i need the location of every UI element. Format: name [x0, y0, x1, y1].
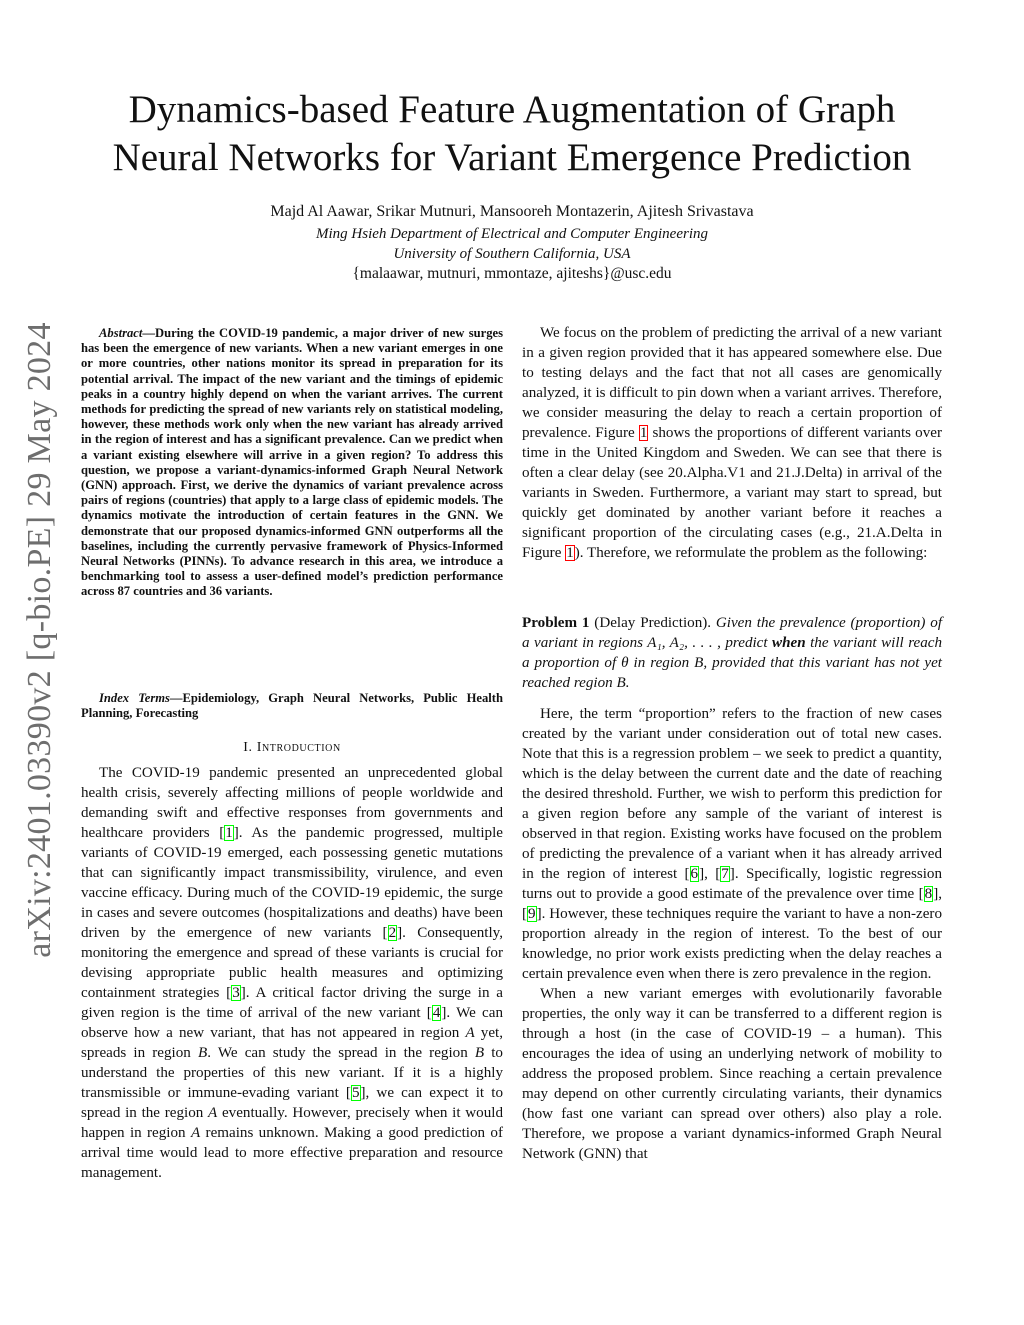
citation-link[interactable]: 7	[721, 866, 729, 882]
citation-link[interactable]: 1	[225, 825, 233, 841]
index-terms-text: —Epidemiology, Graph Neural Networks, Public Health Planning, Forecasting	[81, 691, 503, 721]
figure-link[interactable]: 1	[639, 425, 648, 441]
authors: Majd Al Aawar, Srikar Mutnuri, Mansooreh Montazerin, Ajitesh Srivastava	[270, 203, 754, 220]
right-paragraph-1: We focus on the problem of predicting the arrival of a new variant in a given region provided that it has appeared somewhere else. Due to testing delays and the fact that not all cases are genomically analyzed, it is difficult to pin down when a variant arrives. Therefore, we consider measuring the delay to reach a certain proportion of prevalence. Figure 1 shows the proportions of different variants over time in the United Kingdom and Sweden. We can see that there is often a clear delay (see 20.Alpha.V1 and 21.J.Delta) in arrival of the variants in Sweden. Furthermore, a variant may start to spread, but quickly get dominated by another variant before it reaches a significant proportion of the circulating cases (e.g., 21.A.Delta in Figure 1). Therefore, we reformulate the problem as the following:	[522, 325, 942, 561]
citation-link[interactable]: 6	[690, 866, 699, 882]
paper-title	[60, 86, 964, 182]
index-terms-label: Index Terms	[99, 691, 170, 705]
citation-link[interactable]: 9	[528, 906, 536, 922]
title-line-1: Dynamics-based Feature Augmentation of Graph	[128, 88, 896, 131]
abstract-label: Abstract	[99, 326, 143, 340]
abstract-text: —During the COVID-19 pandemic, a major driver of new surges has been the emergence of new variants. When a new variant emerges in one or more countries, other nations monitor its spread in preparation for its potential arrival. The impact of the new variant and the timings of epidemic peaks in a country highly depend on when the variant arrives. The current methods for predicting the spread of new variants rely on statistical modeling, however, these methods work only when the new variant has already arrived in the region of interest and has a significant prevalence. Can we predict when a variant existing elsewhere will arrive in a given region? To address this question, we propose a variant-dynamics-informed Graph Neural Network (GNN) approach. First, we derive the dynamics of variant prevalence across pairs of regions (countries) that apply to a large class of epidemic models. The dynamics motivate the introduction of certain features in the GNN. We demonstrate that our proposed dynamics-informed GNN outperforms all the baselines, including the currently pervasive framework of Physics-Informed Neural Networks (PINNs). To advance research in this area, we introduce a benchmarking tool to assess a user-defined model’s prediction performance across 87 countries and 36 variants.	[81, 326, 503, 599]
abstract	[81, 326, 503, 600]
citation-link[interactable]: 2	[388, 925, 397, 941]
intro-paragraph: The COVID-19 pandemic presented an unprecedented global health crisis, severely affecting millions of people worldwide and demanding swift and effective responses from governments and healthcare providers [1]. As the pandemic progressed, multiple variants of COVID-19 emerged, each possessing genetic mutations that can significantly impact transmissibility, virulence, and even vaccine efficacy. During much of the COVID-19 epidemic, the surge in cases and severe outcomes (hospitalizations and deaths) have been driven by the emergence of new variants [2]. Consequently, monitoring the emergence and spread of these variants is crucial for devising appropriate public health measures and optimizing containment strategies [3]. A critical factor driving the surge in a given region is the time of arrival of the new variant [4]. We can observe how a new variant, that has not appeared in region A yet, spreads in region B. We can study the spread in the region B to understand the properties of this new variant. If it is a highly transmissible or immune-evading variant [5], we can expect it to spread in the region A eventually. However, precisely when it would happen in region A remains unknown. Making a good prediction of arrival time would lead to more effective preparation and resource management.	[81, 765, 504, 1181]
citation-link[interactable]: 3	[232, 985, 240, 1001]
citation-link[interactable]: 5	[351, 1085, 360, 1101]
citation-link[interactable]: 8	[924, 886, 933, 902]
arxiv-identifier: arXiv:2401.03390v2 [q-bio.PE] 29 May 2024	[21, 322, 58, 958]
citation-link[interactable]: 4	[432, 1005, 441, 1021]
section-heading-introduction: I. Introduction	[243, 740, 341, 755]
right-paragraph-3: When a new variant emerges with evolutionarily favorable properties, the only way it can be transferred to a different region is through a host (in the case of COVID-19 – a human). This encourages the idea of using an underlying network of mobility to address the proposed problem. Since reaching a certain prevalence may depend on other currently circulating variants, their dynamics (how fast one variant can spread over others) also play a role. Therefore, we propose a variant dynamics-informed Graph Neural Network (GNN) that	[522, 986, 942, 1162]
problem-statement: Problem 1 (Delay Prediction). Given the prevalence (proportion) of a variant in regions A₁, A₂, . . . , predict when the variant will reach a proportion of θ in region B, provided that this variant has not yet reached region B.	[522, 615, 943, 691]
title-line-2: Neural Networks for Variant Emergence Prediction	[112, 136, 912, 179]
affiliation-department: Ming Hsieh Department of Electrical and Computer Engineering	[315, 226, 709, 242]
author-emails: {malaawar, mutnuri, mmontaze, ajiteshs}@usc.edu	[352, 265, 672, 282]
right-paragraph-2: Here, the term “proportion” refers to the fraction of new cases created by the variant under consideration out of total new cases. Note that this is a regression problem – we seek to predict a quantity, which is the delay between the current date and the date of reaching the desired threshold. Further, we wish to perform this prediction for a given region before any sample of the variant of interest is observed in that region. Existing works have focused on the problem of predicting the prevalence of a variant when it has already arrived in the region of interest [6], [7]. Specifically, logistic regression turns out to provide a good estimate of the prevalence over time [8], [9]. However, these techniques require the variant to have a non-zero proportion already in the region of interest. To the best of our knowledge, no prior work exists predicting when the delay reaches a certain prevalence even when there is zero prevalence in the region. When a new variant emerges with evolutionarily favorable properties, the only way it can be transferred to a different region is through a host (in the case of COVID-19 – a human). This encourages the idea of using an underlying network of mobility to address the proposed problem. Since reaching a certain prevalence may depend on other currently circulating variants, their dynamics (how fast one variant can spread over others) also play a role. Therefore, we propose a variant dynamics-informed Graph Neural Network (GNN) that	[522, 706, 942, 1162]
figure-link[interactable]: 1	[566, 545, 574, 561]
index-terms	[81, 691, 503, 721]
affiliation-university: University of Southern California, USA	[393, 246, 631, 262]
